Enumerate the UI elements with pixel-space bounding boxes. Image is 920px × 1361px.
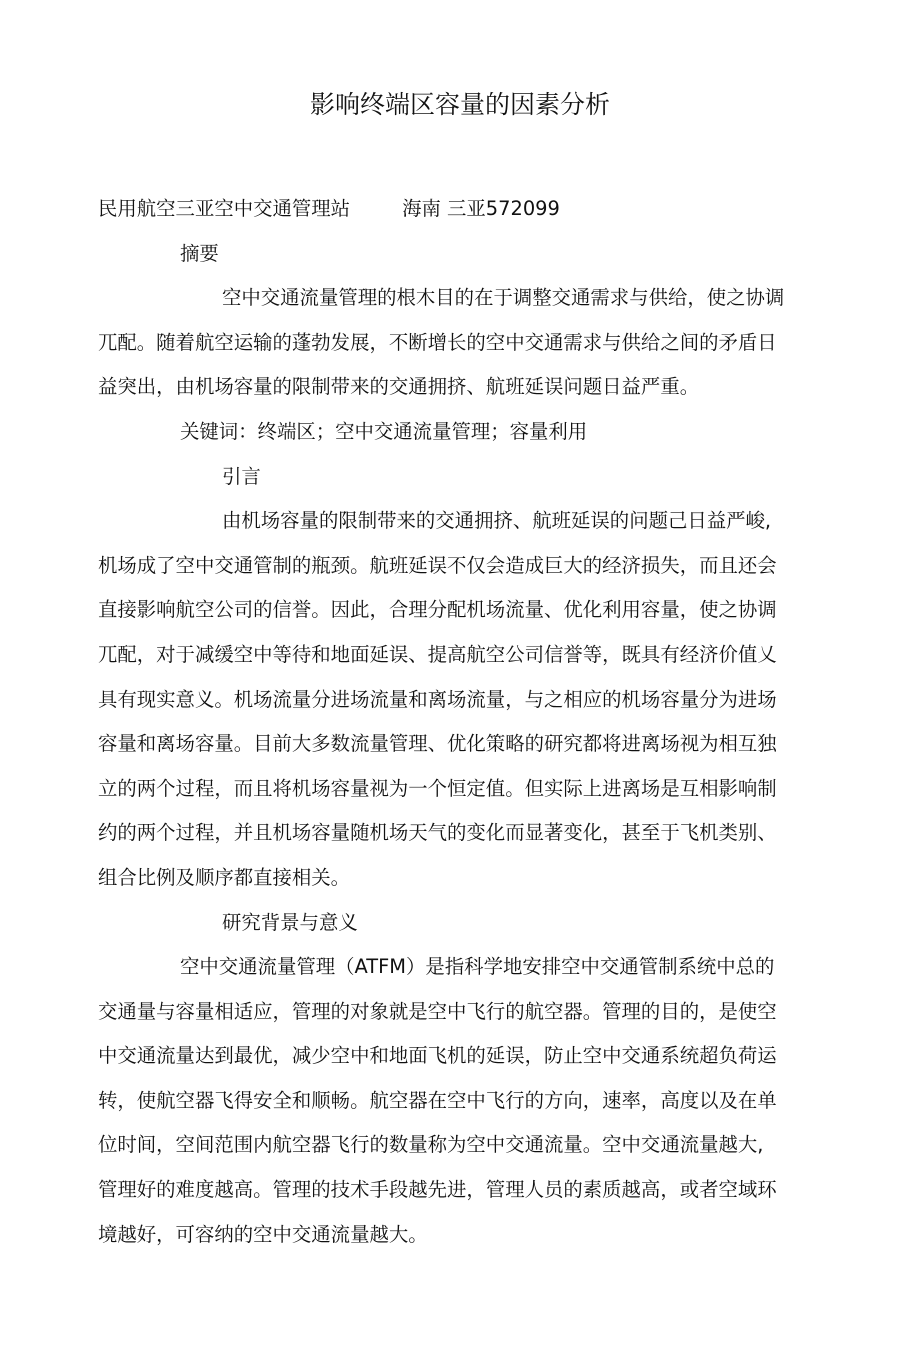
abstract-line: 益突出，由机场容量的限制带来的交通拥挤、航班延误问题日益严重。	[98, 375, 700, 399]
background-line: 位时间，空间范围内航空器飞行的数量称为空中交通流量。空中交通流量越大,	[98, 1133, 764, 1157]
document-title: 影响终端区容量的因素分析	[309, 90, 610, 119]
affiliation-location: 海南 三亚572099	[402, 197, 560, 220]
background-line: 管理好的难度越高。管理的技术手段越先进，管理人员的素质越高，或者空域环	[98, 1178, 777, 1202]
intro-line: 直接影响航空公司的信誉。因此，合理分配机场流量、优化利用容量，使之协调	[98, 598, 777, 622]
abstract-line: 兀配。随着航空运输的蓬勃发展，不断增长的空中交通需求与供给之间的矛盾日	[98, 330, 777, 354]
intro-line: 约的两个过程，并且机场容量随机场天气的变化而显著变化，甚至于飞机类别、	[98, 821, 777, 845]
background-line: 交通量与容量相适应，管理的对象就是空中飞行的航空器。管理的目的，是使空	[98, 999, 777, 1023]
intro-line: 组合比例及顺序都直接相关。	[98, 865, 351, 889]
abstract-line: 空中交通流量管理的根木目的在于调整交通需求与供给，使之协调	[222, 286, 785, 310]
intro-line: 机场成了空中交通管制的瓶颈。航班延误不仅会造成巨大的经济损失，而且还会	[98, 553, 777, 577]
affiliation-org: 民用航空三亚空中交通管理站	[98, 197, 351, 220]
document-body	[98, 187, 798, 1257]
intro-line: 兀配，对于减缓空中等待和地面延误、提高航空公司信誉等，既具有经济价值乂	[98, 642, 777, 666]
intro-line: 立的两个过程，而且将机场容量视为一个恒定值。但实际上进离场是互相影响制	[98, 776, 777, 800]
background-line: 空中交通流量管理（ATFM）是指科学地安排空中交通管制系统中总的	[180, 955, 775, 979]
intro-line: 容量和离场容量。目前大多数流量管理、优化策略的研究都将进离场视为相互独	[98, 732, 777, 756]
keywords: 关键词：终端区；空中交通流量管理；容量利用	[180, 419, 588, 443]
background-line: 境越好，可容纳的空中交通流量越大。	[98, 1222, 428, 1246]
affiliation	[98, 187, 798, 232]
background-line: 转，使航空器飞得安全和顺畅。航空器在空中飞行的方向，速率，高度以及在单	[98, 1088, 777, 1112]
abstract-heading: 摘要	[180, 241, 219, 265]
intro-heading: 引言	[222, 464, 261, 488]
background-line: 中交通流量达到最优，减少空中和地面飞机的延误，防止空中交通系统超负荷运	[98, 1044, 777, 1068]
intro-line: 由机场容量的限制带来的交通拥挤、航班延误的问题己日益严峻,	[222, 509, 772, 533]
intro-line: 具有现实意义。机场流量分进场流量和离场流量，与之相应的机场容量分为进场	[98, 687, 777, 711]
background-heading: 研究背景与意义	[222, 910, 358, 934]
